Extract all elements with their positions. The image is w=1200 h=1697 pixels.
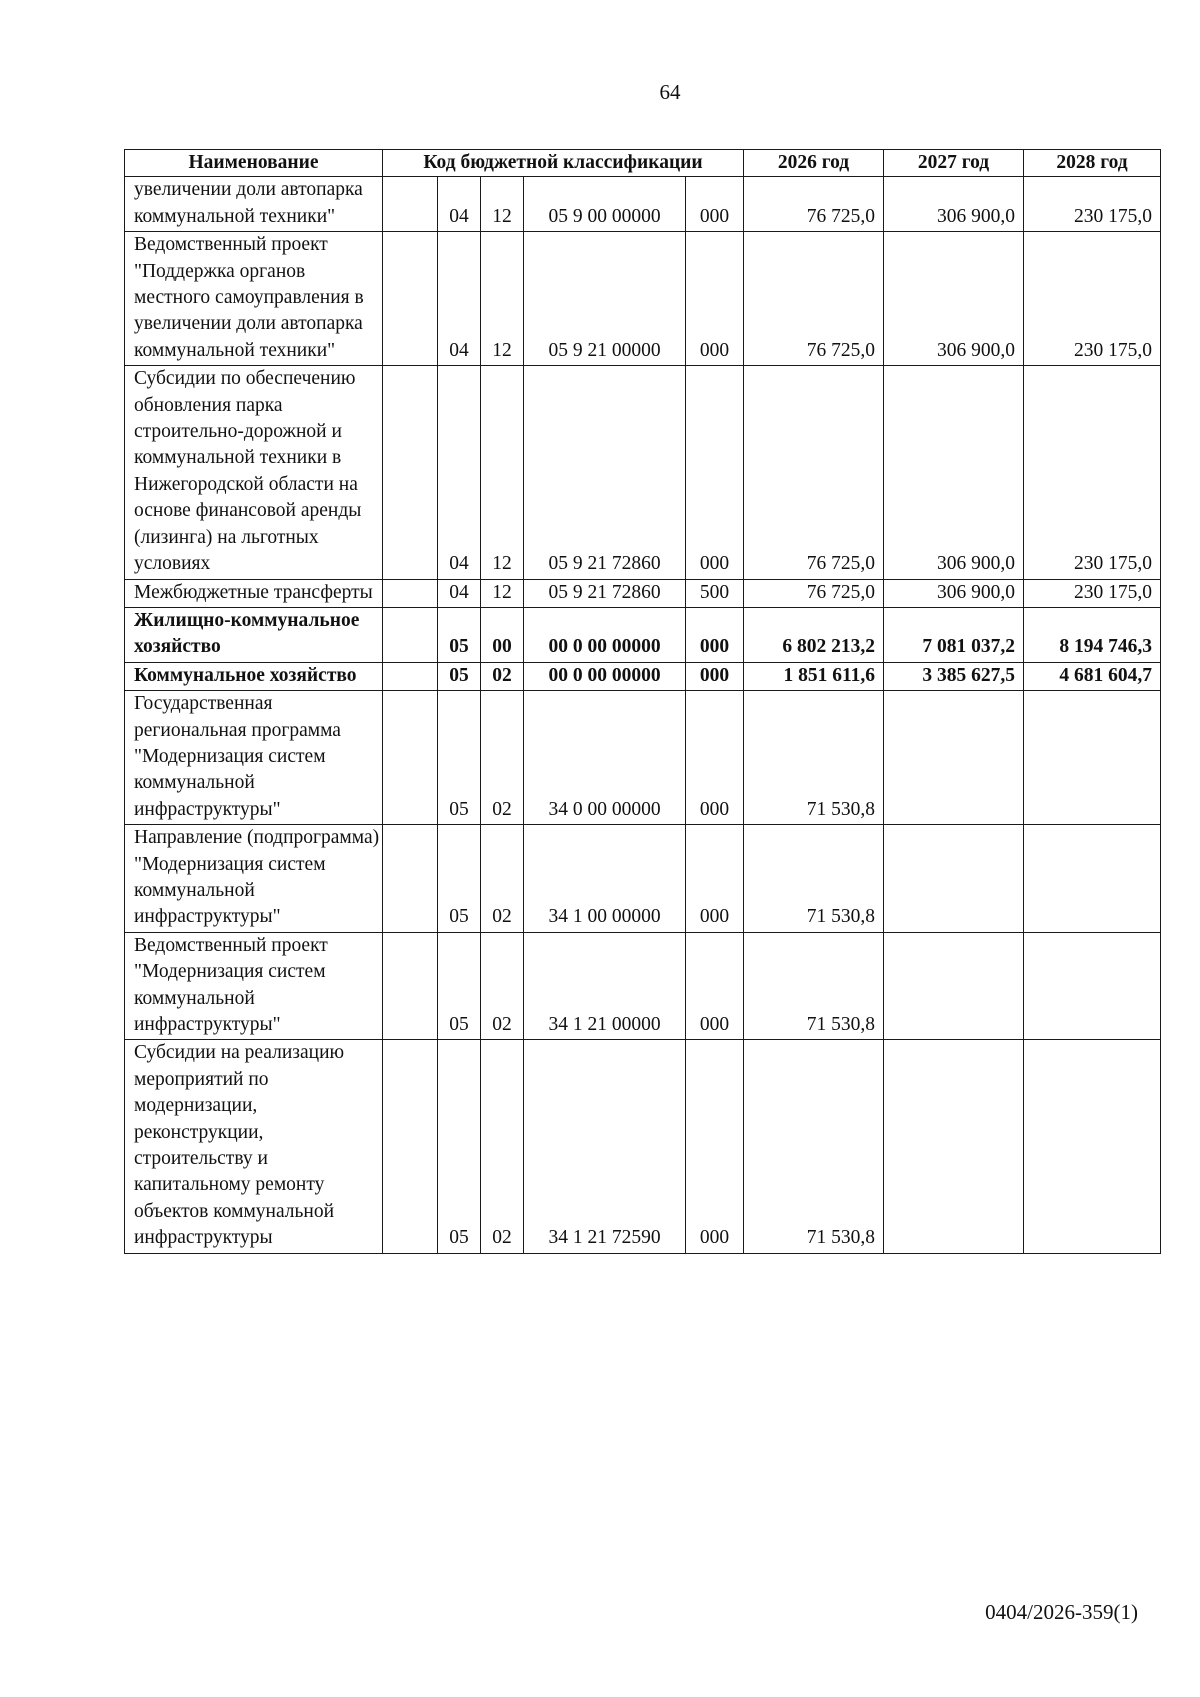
row-expense-type-code: 000 [686, 177, 744, 232]
row-name-cell: Коммунальное хозяйство [125, 662, 383, 690]
row-value-2027: 7 081 037,2 [884, 607, 1024, 662]
header-name: Наименование [125, 150, 383, 177]
row-value-2027 [884, 825, 1024, 933]
row-section-code: 05 [438, 1040, 481, 1253]
row-subsection-code: 02 [481, 825, 524, 933]
row-section-code: 04 [438, 177, 481, 232]
row-value-2028 [1024, 1040, 1161, 1253]
row-section-code: 05 [438, 932, 481, 1040]
table-row [125, 932, 1161, 1040]
row-value-2028: 230 175,0 [1024, 232, 1161, 366]
row-name-cell: увеличении доли автопарка коммунальной техники" [125, 177, 383, 232]
row-name-cell: Межбюджетные трансферты [125, 579, 383, 607]
row-subsection-code: 02 [481, 932, 524, 1040]
table-row [125, 691, 1161, 825]
row-value-2026: 6 802 213,2 [744, 607, 884, 662]
row-code-part-1 [383, 1040, 438, 1253]
header-2026: 2026 год [744, 150, 884, 177]
table-row [125, 607, 1161, 662]
header-2027: 2027 год [884, 150, 1024, 177]
row-code-part-1 [383, 366, 438, 579]
row-expense-type-code: 000 [686, 232, 744, 366]
row-value-2028: 230 175,0 [1024, 177, 1161, 232]
row-target-code: 05 9 21 72860 [524, 579, 686, 607]
row-section-code: 05 [438, 607, 481, 662]
row-section-code: 04 [438, 232, 481, 366]
table-row [125, 177, 1161, 232]
row-value-2028 [1024, 825, 1161, 933]
row-name-cell: Субсидии по обеспечению обновления парка строительно-дорожной и коммунальной техники в Нижегородской области на основе финансовой аренды (лизинга) на льготных условиях [125, 366, 383, 579]
table-header-row [125, 150, 1161, 177]
row-value-2027: 306 900,0 [884, 579, 1024, 607]
table-row [125, 232, 1161, 366]
row-code-part-1 [383, 607, 438, 662]
row-code-part-1 [383, 691, 438, 825]
row-subsection-code: 02 [481, 691, 524, 825]
row-subsection-code: 12 [481, 579, 524, 607]
row-value-2028: 230 175,0 [1024, 366, 1161, 579]
page-number: 64 [659, 80, 681, 104]
row-value-2027 [884, 932, 1024, 1040]
row-subsection-code: 00 [481, 607, 524, 662]
row-value-2026: 76 725,0 [744, 579, 884, 607]
row-code-part-1 [383, 232, 438, 366]
table-row [125, 1040, 1161, 1253]
row-code-part-1 [383, 662, 438, 690]
row-value-2028: 4 681 604,7 [1024, 662, 1161, 690]
row-section-code: 04 [438, 366, 481, 579]
table-row [125, 366, 1161, 579]
row-expense-type-code: 000 [686, 662, 744, 690]
table-row [125, 662, 1161, 690]
table-row [125, 579, 1161, 607]
row-target-code: 00 0 00 00000 [524, 662, 686, 690]
row-expense-type-code: 000 [686, 932, 744, 1040]
row-value-2026: 76 725,0 [744, 366, 884, 579]
row-code-part-1 [383, 177, 438, 232]
row-name-cell: Направление (подпрограмма) "Модернизация систем коммунальной инфраструктуры" [125, 825, 383, 933]
row-expense-type-code: 000 [686, 366, 744, 579]
row-subsection-code: 12 [481, 232, 524, 366]
row-expense-type-code: 000 [686, 1040, 744, 1253]
row-section-code: 05 [438, 691, 481, 825]
row-expense-type-code: 000 [686, 691, 744, 825]
row-target-code: 00 0 00 00000 [524, 607, 686, 662]
row-value-2028 [1024, 691, 1161, 825]
row-name-cell: Жилищно-коммунальное хозяйство [125, 607, 383, 662]
row-value-2026: 76 725,0 [744, 177, 884, 232]
row-code-part-1 [383, 579, 438, 607]
budget-table [124, 149, 1161, 1254]
row-subsection-code: 12 [481, 177, 524, 232]
row-value-2026: 71 530,8 [744, 691, 884, 825]
table-body [125, 177, 1161, 1253]
row-value-2027: 3 385 627,5 [884, 662, 1024, 690]
row-value-2026: 71 530,8 [744, 1040, 884, 1253]
row-value-2027: 306 900,0 [884, 177, 1024, 232]
row-value-2028 [1024, 932, 1161, 1040]
row-section-code: 05 [438, 825, 481, 933]
row-target-code: 34 1 21 72590 [524, 1040, 686, 1253]
row-value-2026: 1 851 611,6 [744, 662, 884, 690]
row-target-code: 05 9 00 00000 [524, 177, 686, 232]
row-expense-type-code: 500 [686, 579, 744, 607]
row-value-2026: 76 725,0 [744, 232, 884, 366]
row-target-code: 34 1 21 00000 [524, 932, 686, 1040]
row-value-2028: 230 175,0 [1024, 579, 1161, 607]
row-section-code: 05 [438, 662, 481, 690]
table-row [125, 825, 1161, 933]
document-code: 0404/2026-359(1) [985, 1600, 1138, 1624]
row-expense-type-code: 000 [686, 607, 744, 662]
row-target-code: 05 9 21 00000 [524, 232, 686, 366]
row-target-code: 34 0 00 00000 [524, 691, 686, 825]
row-expense-type-code: 000 [686, 825, 744, 933]
row-subsection-code: 02 [481, 1040, 524, 1253]
row-subsection-code: 02 [481, 662, 524, 690]
row-value-2027: 306 900,0 [884, 366, 1024, 579]
row-value-2026: 71 530,8 [744, 825, 884, 933]
row-code-part-1 [383, 932, 438, 1040]
row-section-code: 04 [438, 579, 481, 607]
row-target-code: 34 1 00 00000 [524, 825, 686, 933]
row-name-cell: Ведомственный проект "Поддержка органов местного самоуправления в увеличении доли автопарка коммунальной техники" [125, 232, 383, 366]
row-name-cell: Ведомственный проект "Модернизация систем коммунальной инфраструктуры" [125, 932, 383, 1040]
row-subsection-code: 12 [481, 366, 524, 579]
row-value-2026: 71 530,8 [744, 932, 884, 1040]
header-code: Код бюджетной классификации [383, 150, 744, 177]
row-target-code: 05 9 21 72860 [524, 366, 686, 579]
row-code-part-1 [383, 825, 438, 933]
row-value-2027 [884, 691, 1024, 825]
row-value-2028: 8 194 746,3 [1024, 607, 1161, 662]
row-value-2027: 306 900,0 [884, 232, 1024, 366]
row-name-cell: Субсидии на реализацию мероприятий по модернизации, реконструкции, строительству и капитальному ремонту объектов коммунальной инфраструктуры [125, 1040, 383, 1253]
row-value-2027 [884, 1040, 1024, 1253]
header-2028: 2028 год [1024, 150, 1161, 177]
row-name-cell: Государственная региональная программа "Модернизация систем коммунальной инфраструктуры" [125, 691, 383, 825]
